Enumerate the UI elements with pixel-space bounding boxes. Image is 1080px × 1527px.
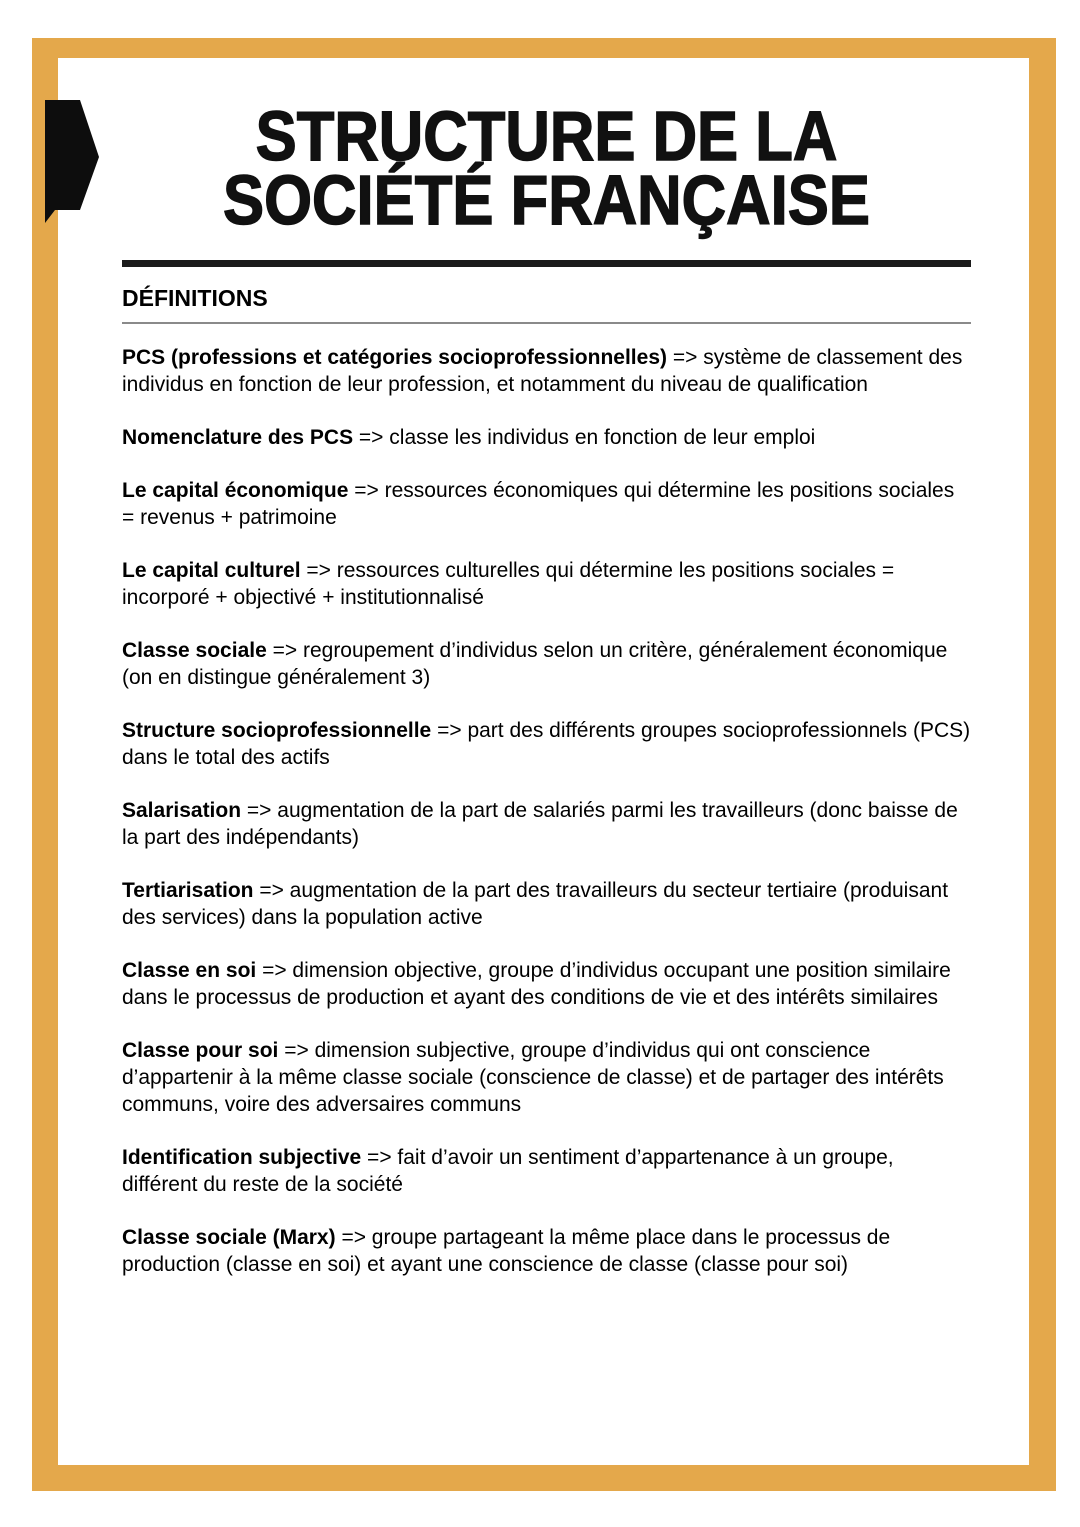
- definition-term: Salarisation: [122, 799, 242, 822]
- definition-term: Classe pour soi: [122, 1039, 279, 1062]
- definition-item: Salarisation => augmentation de la part de salariés parmi les travailleurs (donc baisse de la part des indépendants): [122, 799, 958, 849]
- definition-term: Le capital culturel: [122, 559, 301, 582]
- definition-term: Tertiarisation: [122, 879, 254, 902]
- page-title-line1: STRUCTURE DE LA: [255, 97, 838, 175]
- definition-item: Classe pour soi => dimension subjective, groupe d’individus qui ont conscience d’appartenir à la même classe sociale (conscience de classe) et de partager des intérêts communs, voire des adversaires communs: [122, 1039, 944, 1116]
- definition-item: Classe en soi => dimension objective, groupe d’individus occupant une position similaire dans le processus de production et ayant des conditions de vie et des intérêts similaires: [122, 959, 951, 1009]
- definition-item: Tertiarisation => augmentation de la part des travailleurs du secteur tertiaire (produisant des services) dans la population active: [122, 879, 949, 929]
- page-content: [58, 58, 1029, 1278]
- bookmark-icon: [45, 100, 99, 224]
- definition-term: Le capital économique: [122, 479, 349, 502]
- section-divider: [122, 322, 971, 324]
- page-title: [173, 97, 920, 239]
- definition-term: PCS (professions et catégories socioprofessionnelles): [122, 346, 667, 369]
- definition-item: Classe sociale (Marx) => groupe partageant la même place dans le processus de production (classe en soi) et ayant une conscience de classe (classe pour soi): [122, 1226, 891, 1276]
- section-heading: DÉFINITIONS: [122, 285, 268, 311]
- definition-item: PCS (professions et catégories socioprofessionnelles) => système de classement des individus en fonction de leur profession, et notamment du niveau de qualification: [122, 346, 963, 396]
- definition-item: Classe sociale => regroupement d’individus selon un critère, généralement économique (on en distingue généralement 3): [122, 639, 948, 689]
- definition-term: Classe en soi: [122, 959, 257, 982]
- definition-term: Nomenclature des PCS: [122, 426, 354, 449]
- definition-term: Structure socioprofessionnelle: [122, 719, 432, 742]
- definition-term: Classe sociale (Marx): [122, 1226, 336, 1249]
- definition-term: Identification subjective: [122, 1146, 362, 1169]
- definition-item: Le capital culturel => ressources culturelles qui détermine les positions sociales = incorporé + objectivé + institutionnalisé: [122, 559, 895, 609]
- definition-item: Identification subjective => fait d’avoir un sentiment d’appartenance à un groupe, différent du reste de la société: [122, 1146, 894, 1196]
- definition-item: Le capital économique => ressources économiques qui détermine les positions sociales = revenus + patrimoine: [122, 479, 955, 529]
- definition-item: Structure socioprofessionnelle => part des différents groupes socioprofessionnels (PCS) dans le total des actifs: [122, 719, 971, 769]
- definition-item: Nomenclature des PCS => classe les individus en fonction de leur emploi: [122, 426, 816, 449]
- bookmark-shape: [45, 100, 99, 223]
- title-divider: [122, 260, 971, 267]
- definitions-list: [122, 344, 971, 1278]
- definition-term: Classe sociale: [122, 639, 267, 662]
- page-title-line2: SOCIÉTÉ FRANÇAISE: [223, 161, 870, 239]
